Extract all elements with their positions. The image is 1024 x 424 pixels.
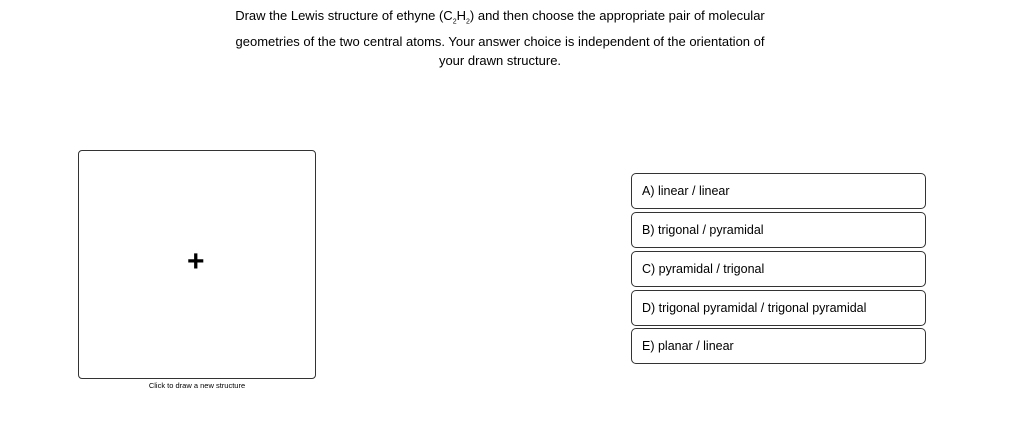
subscript: 2 <box>466 18 470 26</box>
question-part: Draw the Lewis structure of ethyne (C <box>235 8 453 23</box>
question-part: H <box>456 8 466 23</box>
option-b[interactable]: B) trigonal / pyramidal <box>631 212 926 248</box>
option-d[interactable]: D) trigonal pyramidal / trigonal pyramidal <box>631 290 926 326</box>
option-c[interactable]: C) pyramidal / trigonal <box>631 251 926 287</box>
structure-drawing-area[interactable] <box>78 150 316 379</box>
question-part: ) and then choose the appropriate pair of molecular geometries of the two central atoms. Your answer choice is independent of the orientation of your drawn structure. <box>235 8 765 68</box>
plus-icon[interactable]: + <box>187 245 205 278</box>
option-e[interactable]: E) planar / linear <box>631 328 926 364</box>
subscript: 2 <box>452 18 457 26</box>
draw-caption: Click to draw a new structure <box>148 381 246 390</box>
option-a[interactable]: A) linear / linear <box>631 173 926 209</box>
question-text <box>230 6 770 70</box>
